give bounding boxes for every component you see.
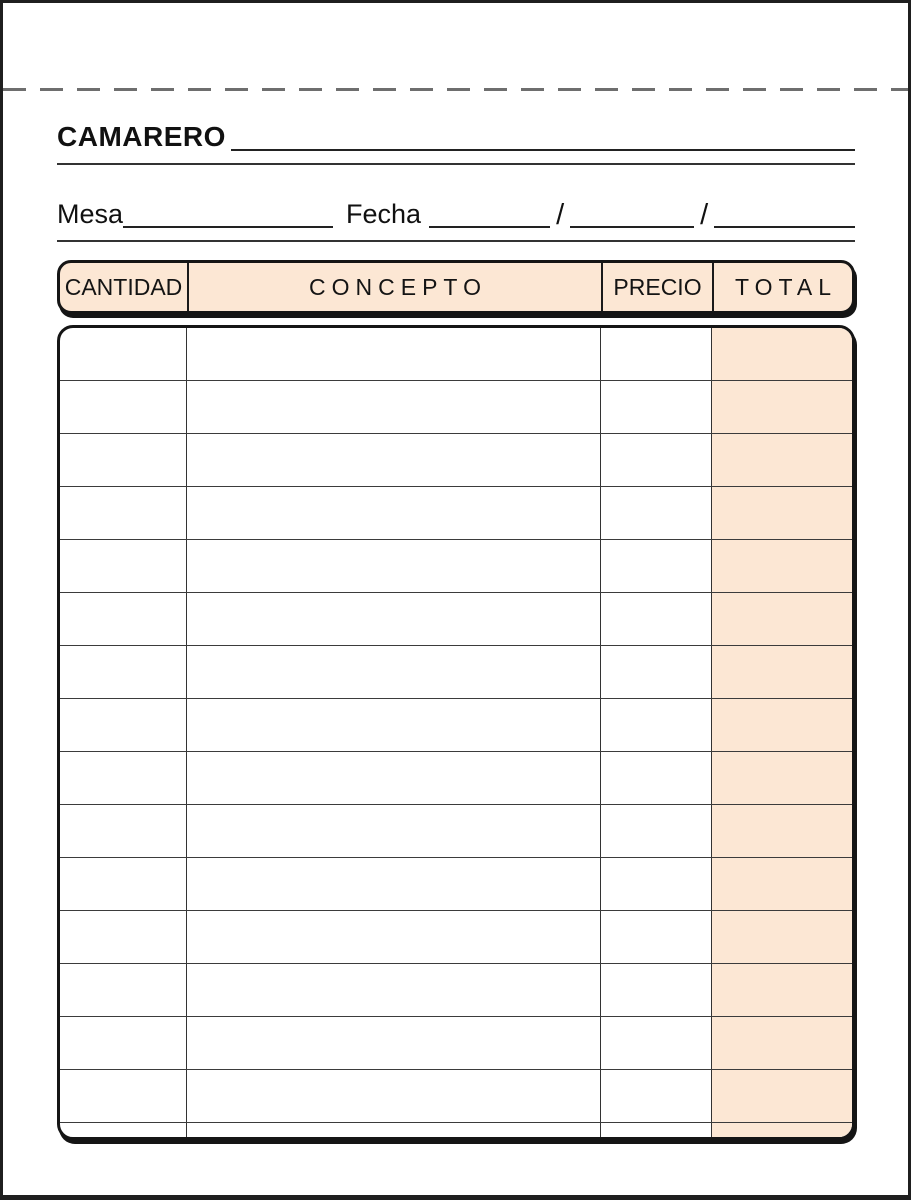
- table-cell[interactable]: [601, 540, 712, 592]
- table-row: [60, 1123, 852, 1137]
- table-row: [60, 434, 852, 487]
- mesa-fill-in-line[interactable]: [123, 200, 333, 228]
- table-cell[interactable]: [60, 487, 187, 539]
- table-cell[interactable]: [187, 1070, 601, 1122]
- waiter-second-rule: [57, 163, 855, 165]
- table-row: [60, 487, 852, 540]
- mesa-label: Mesa: [57, 199, 124, 229]
- table-cell[interactable]: [60, 381, 187, 433]
- table-cell[interactable]: [601, 964, 712, 1016]
- table-cell[interactable]: [601, 1017, 712, 1069]
- tear-off-stub: [3, 3, 908, 88]
- table-cell[interactable]: [712, 328, 852, 380]
- table-cell[interactable]: [601, 434, 712, 486]
- column-header-total: TOTAL: [712, 263, 852, 311]
- table-cell[interactable]: [712, 646, 852, 698]
- table-cell[interactable]: [187, 911, 601, 963]
- table-cell[interactable]: [60, 964, 187, 1016]
- table-date-second-rule: [57, 240, 855, 242]
- waiter-fill-in-line[interactable]: [231, 121, 855, 151]
- table-cell[interactable]: [601, 646, 712, 698]
- table-cell[interactable]: [712, 381, 852, 433]
- waiter-row: [57, 121, 855, 151]
- table-row: [60, 858, 852, 911]
- table-cell[interactable]: [712, 964, 852, 1016]
- fecha-label: Fecha: [346, 199, 422, 229]
- table-cell[interactable]: [712, 805, 852, 857]
- fecha-month-fill-in-line[interactable]: [570, 200, 694, 228]
- table-cell[interactable]: [601, 1070, 712, 1122]
- table-cell[interactable]: [712, 1017, 852, 1069]
- table-cell[interactable]: [187, 646, 601, 698]
- fecha-day-fill-in-line[interactable]: [429, 200, 550, 228]
- table-cell[interactable]: [712, 434, 852, 486]
- table-cell[interactable]: [187, 752, 601, 804]
- table-cell[interactable]: [60, 752, 187, 804]
- table-row: [60, 699, 852, 752]
- table-row: [60, 540, 852, 593]
- table-cell[interactable]: [60, 646, 187, 698]
- table-cell[interactable]: [712, 699, 852, 751]
- table-cell[interactable]: [60, 1017, 187, 1069]
- table-cell[interactable]: [601, 911, 712, 963]
- table-cell[interactable]: [712, 1070, 852, 1122]
- table-cell[interactable]: [712, 858, 852, 910]
- table-cell[interactable]: [60, 1070, 187, 1122]
- table-cell[interactable]: [60, 540, 187, 592]
- table-cell[interactable]: [601, 381, 712, 433]
- table-cell[interactable]: [187, 699, 601, 751]
- order-table-body: [57, 325, 855, 1140]
- table-cell[interactable]: [187, 381, 601, 433]
- table-cell[interactable]: [601, 1123, 712, 1137]
- table-row: [60, 1017, 852, 1070]
- table-row: [60, 964, 852, 1017]
- fecha-separator-slash: /: [556, 199, 565, 231]
- table-row: [60, 752, 852, 805]
- perforation-dashed-line: [3, 88, 908, 91]
- table-row: [60, 593, 852, 646]
- column-header-cantidad: CANTIDAD: [64, 273, 183, 300]
- table-cell[interactable]: [187, 1017, 601, 1069]
- table-row: [60, 328, 852, 381]
- table-cell[interactable]: [601, 487, 712, 539]
- table-cell[interactable]: [712, 487, 852, 539]
- table-cell[interactable]: [601, 699, 712, 751]
- table-cell[interactable]: [187, 328, 601, 380]
- table-cell[interactable]: [712, 540, 852, 592]
- table-cell[interactable]: [60, 805, 187, 857]
- column-header-concepto: CONCEPTO: [187, 263, 601, 311]
- table-row: [60, 646, 852, 699]
- table-cell[interactable]: [601, 328, 712, 380]
- table-cell[interactable]: [187, 434, 601, 486]
- column-header-precio: PRECIO: [601, 263, 712, 311]
- table-cell[interactable]: [60, 699, 187, 751]
- order-table-header: [57, 260, 855, 314]
- table-row: [60, 911, 852, 964]
- table-cell[interactable]: [187, 858, 601, 910]
- table-cell[interactable]: [712, 752, 852, 804]
- table-cell[interactable]: [187, 1123, 601, 1137]
- table-cell[interactable]: [712, 593, 852, 645]
- table-cell[interactable]: [187, 487, 601, 539]
- table-cell[interactable]: [187, 593, 601, 645]
- table-cell[interactable]: [601, 593, 712, 645]
- table-cell[interactable]: [601, 858, 712, 910]
- table-cell[interactable]: [187, 805, 601, 857]
- fecha-separator-slash: /: [700, 199, 709, 231]
- table-cell[interactable]: [60, 1123, 187, 1137]
- table-cell[interactable]: [601, 805, 712, 857]
- table-cell[interactable]: [60, 593, 187, 645]
- table-row: [60, 1070, 852, 1123]
- form-content: [3, 121, 908, 1140]
- table-cell[interactable]: [712, 1123, 852, 1137]
- table-cell[interactable]: [60, 434, 187, 486]
- table-cell[interactable]: [60, 858, 187, 910]
- table-cell[interactable]: [60, 911, 187, 963]
- table-cell[interactable]: [712, 911, 852, 963]
- table-cell[interactable]: [60, 328, 187, 380]
- table-row: [60, 805, 852, 858]
- waiter-label: CAMARERO: [57, 121, 226, 152]
- table-row: [60, 381, 852, 434]
- table-cell[interactable]: [187, 540, 601, 592]
- fecha-year-fill-in-line[interactable]: [714, 200, 855, 228]
- table-date-row: [57, 199, 855, 231]
- table-cell[interactable]: [187, 964, 601, 1016]
- table-cell[interactable]: [601, 752, 712, 804]
